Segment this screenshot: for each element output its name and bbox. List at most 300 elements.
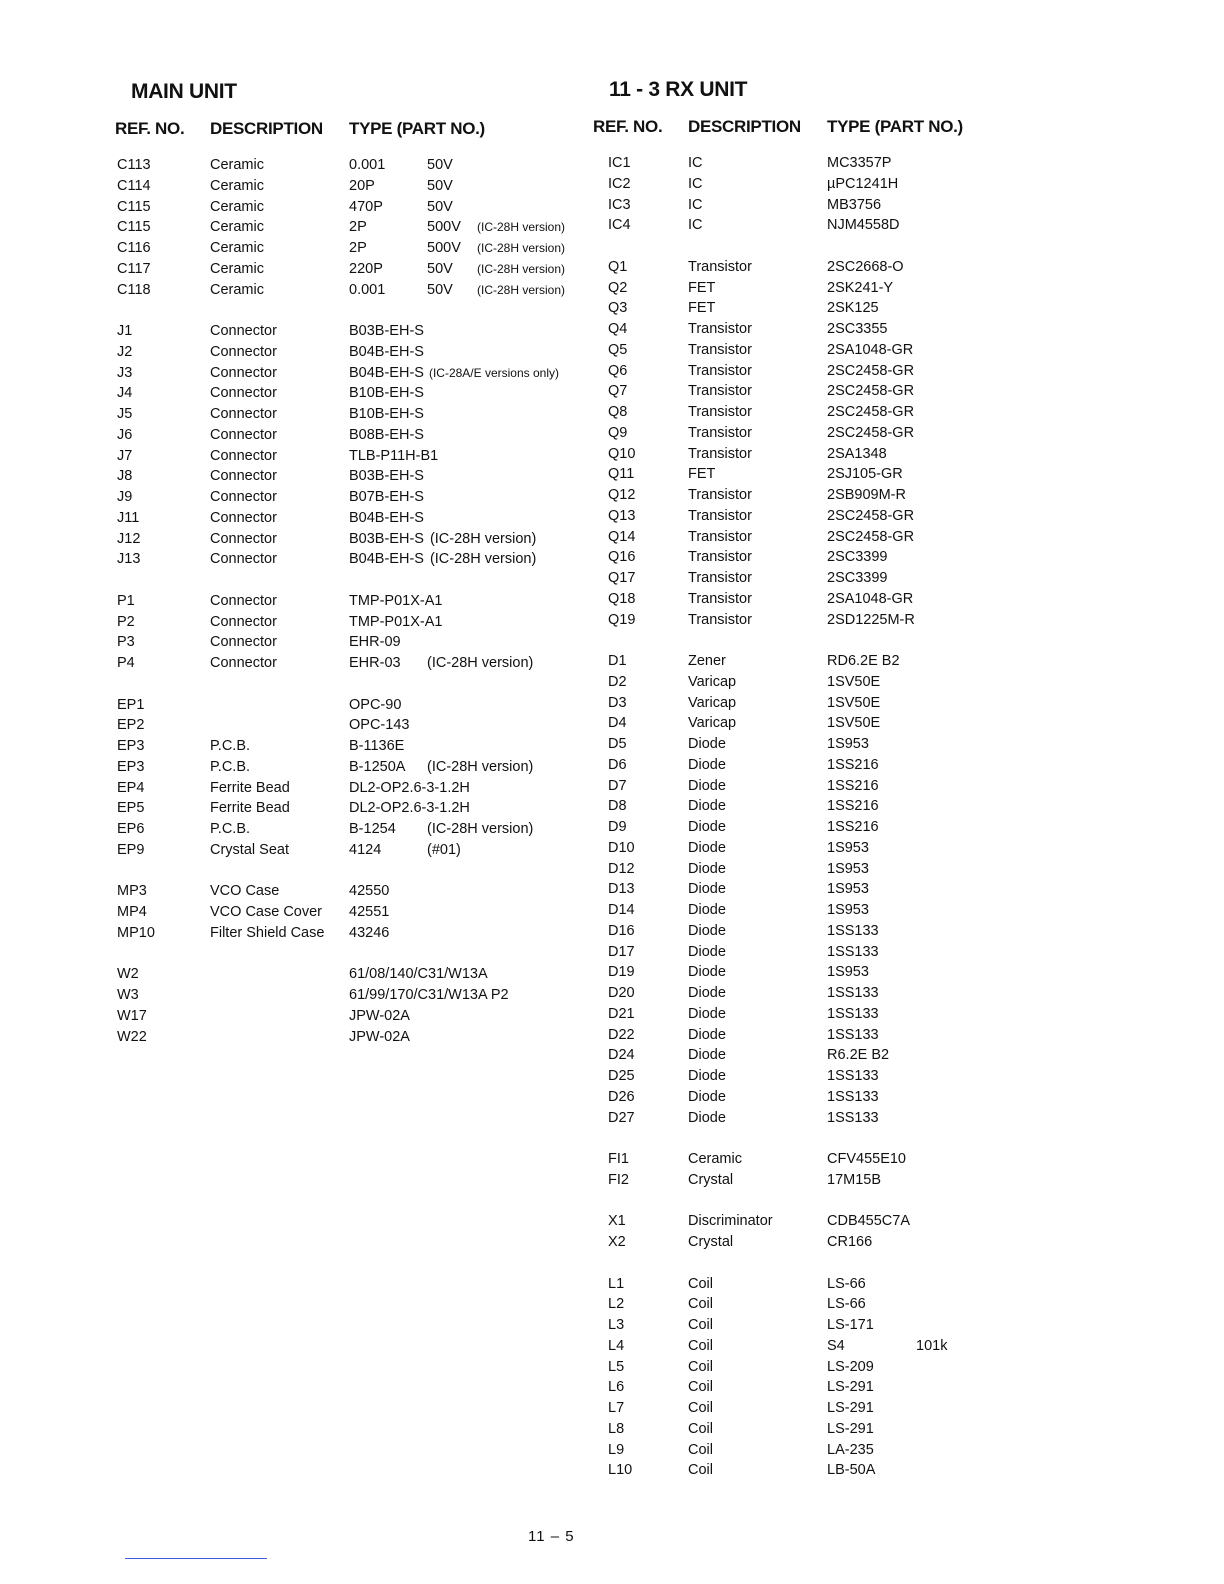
ref-no: Q14 — [608, 528, 636, 545]
ref-no: C118 — [117, 281, 151, 298]
parts-row — [593, 921, 1013, 942]
part-number: LS-291 — [827, 1420, 874, 1437]
description: Connector — [210, 634, 277, 651]
ref-no: D3 — [608, 694, 627, 711]
type-part-no — [349, 466, 585, 487]
parts-row — [593, 485, 1013, 506]
part-number: 2SA1348 — [827, 445, 887, 462]
type-part-no — [827, 796, 1013, 817]
ref-no: FI2 — [608, 1171, 629, 1188]
description: Crystal — [688, 1234, 734, 1250]
parts-row — [115, 259, 585, 280]
part-number: 1SS133 — [827, 985, 879, 1001]
description: Connector — [210, 551, 277, 568]
type-part-no — [827, 547, 1013, 568]
description: Transistor — [688, 321, 752, 337]
description: Ceramic — [210, 157, 264, 173]
description: Coil — [688, 1420, 713, 1437]
ref-no: J9 — [117, 489, 133, 505]
parts-row — [115, 632, 585, 653]
type-part-no — [827, 1170, 1013, 1191]
description — [210, 695, 349, 716]
parts-row — [115, 653, 585, 674]
ref-no: Q4 — [608, 321, 628, 337]
type-part-no — [349, 778, 585, 799]
ref-no: D19 — [608, 964, 635, 981]
part-number: 2SC2458-GR — [827, 528, 915, 545]
capacitance-value: 20P — [349, 177, 375, 194]
part-number: JPW-02A — [349, 1007, 410, 1024]
ref-no: Q7 — [608, 383, 628, 400]
parts-row — [593, 527, 1013, 548]
description: Connector — [210, 447, 277, 464]
part-number: 1SS216 — [827, 756, 879, 773]
parts-row — [593, 776, 1013, 797]
description: Ceramic — [210, 219, 264, 236]
type-part-no — [349, 383, 585, 404]
type-part-no — [827, 817, 1013, 838]
type-part-no — [349, 1006, 585, 1027]
version-note: (IC-28H version) — [429, 551, 537, 568]
parts-row — [593, 859, 1013, 880]
part-number: B-1250A — [349, 758, 406, 775]
type-part-no — [827, 423, 1013, 444]
type-part-no — [349, 985, 585, 1006]
part-number: LB-50A — [827, 1462, 876, 1479]
description: Transistor — [688, 445, 752, 462]
description: Connector — [210, 426, 277, 443]
description: Connector — [210, 530, 277, 547]
part-number: 1S953 — [827, 902, 869, 918]
description — [210, 964, 349, 985]
parts-row — [115, 1027, 585, 1048]
description: FET — [688, 279, 716, 296]
type-part-no — [827, 942, 1013, 963]
parts-row — [593, 1108, 1013, 1129]
parts-row — [115, 383, 585, 404]
description: Diode — [688, 943, 726, 960]
parts-row — [593, 1232, 1013, 1253]
part-number: CFV455E10 — [827, 1151, 906, 1167]
description: Connector — [210, 364, 277, 381]
description: Connector — [210, 385, 277, 402]
description: Transistor — [688, 487, 752, 503]
part-number: 2SC2458-GR — [827, 404, 915, 420]
ref-no: Q19 — [608, 611, 636, 628]
parts-row — [593, 1274, 1013, 1295]
type-part-no — [349, 238, 585, 259]
ref-no: J1 — [117, 323, 133, 339]
version-note: (IC-28H version) — [427, 655, 534, 671]
type-part-no — [349, 259, 585, 280]
ref-no: L10 — [608, 1462, 633, 1479]
part-number: B04B-EH-S — [349, 551, 424, 568]
parts-row — [115, 363, 585, 384]
voltage-rating: 50V — [427, 281, 453, 298]
ref-no: P4 — [117, 655, 135, 671]
row-spacer — [115, 674, 585, 695]
ref-no: EP4 — [117, 779, 145, 796]
voltage-rating: 500V — [427, 219, 461, 236]
part-number: LS-291 — [827, 1379, 874, 1396]
description: Diode — [688, 1005, 726, 1022]
type-part-no — [827, 1440, 1013, 1461]
type-part-no — [349, 176, 585, 197]
parts-row — [115, 321, 585, 342]
parts-row — [593, 817, 1013, 838]
part-number: JPW-02A — [349, 1028, 410, 1045]
ref-no: D14 — [608, 902, 635, 918]
type-part-no — [349, 1027, 585, 1048]
parts-row — [593, 879, 1013, 900]
description: Diode — [688, 881, 726, 898]
parts-row — [115, 695, 585, 716]
part-number: TMP-P01X-A1 — [349, 613, 443, 630]
type-part-no — [827, 444, 1013, 465]
description: Diode — [688, 798, 726, 815]
part-number: 2SK125 — [827, 300, 879, 317]
description: Transistor — [688, 611, 752, 628]
part-number: RD6.2E B2 — [827, 653, 900, 669]
type-part-no — [827, 1087, 1013, 1108]
type-part-no — [349, 798, 585, 819]
part-number: B03B-EH-S — [349, 468, 424, 485]
parts-row — [593, 1004, 1013, 1025]
parts-row — [593, 1419, 1013, 1440]
part-number: DL2-OP2.6-3-1.2H — [349, 800, 470, 817]
ref-no: C115 — [117, 219, 151, 236]
type-part-no — [827, 1004, 1013, 1025]
description: IC — [688, 217, 703, 234]
description: Coil — [688, 1379, 713, 1396]
description: Connector — [210, 489, 277, 505]
ref-no: EP6 — [117, 821, 145, 837]
type-part-no — [827, 713, 1013, 734]
ref-no: IC4 — [608, 217, 631, 234]
part-number: 1SS133 — [827, 943, 879, 960]
type-part-no — [827, 962, 1013, 983]
parts-row — [593, 610, 1013, 631]
type-part-no — [827, 838, 1013, 859]
ref-no: D7 — [608, 777, 627, 794]
parts-row — [115, 280, 585, 301]
ref-no: L5 — [608, 1358, 625, 1375]
type-part-no — [349, 840, 585, 861]
description: Discriminator — [688, 1213, 773, 1230]
part-number: 42550 — [349, 883, 390, 900]
row-spacer — [115, 861, 585, 882]
ref-no: L1 — [608, 1275, 625, 1292]
row-spacer — [593, 1253, 1013, 1274]
description: Connector — [210, 406, 277, 422]
description: Transistor — [688, 570, 752, 586]
part-number: 1SV50E — [827, 694, 881, 711]
part-number: 4124 — [349, 841, 382, 858]
page-number: 11 – 5 — [528, 1528, 575, 1545]
type-part-no — [827, 900, 1013, 921]
type-part-no — [349, 632, 585, 653]
parts-row — [593, 361, 1013, 382]
ref-no: MP4 — [117, 904, 147, 920]
type-part-no — [349, 217, 585, 238]
type-part-no — [349, 155, 585, 176]
part-number: LS-66 — [827, 1296, 866, 1313]
type-part-no — [827, 1232, 1013, 1253]
parts-row — [593, 589, 1013, 610]
description: Ceramic — [210, 240, 264, 256]
version-note: (IC-28A/E versions only) — [428, 365, 559, 380]
part-number: B04B-EH-S — [349, 343, 424, 360]
type-part-no — [827, 215, 1013, 236]
type-part-no — [827, 1211, 1013, 1232]
part-number: MC3357P — [827, 155, 892, 171]
description: Crystal Seat — [210, 841, 289, 858]
description: Connector — [210, 509, 277, 526]
parts-row — [593, 1087, 1013, 1108]
ref-no: Q18 — [608, 590, 636, 607]
parts-row — [593, 568, 1013, 589]
parts-row — [593, 672, 1013, 693]
description — [210, 715, 349, 736]
ref-no: Q10 — [608, 445, 636, 462]
description: P.C.B. — [210, 738, 251, 754]
part-number: B07B-EH-S — [349, 489, 424, 505]
type-part-no — [827, 1315, 1013, 1336]
part-number: MB3756 — [827, 196, 882, 213]
parts-row — [593, 942, 1013, 963]
part-number: 1S953 — [827, 881, 869, 898]
type-part-no — [827, 776, 1013, 797]
description: VCO Case Cover — [210, 904, 323, 920]
type-part-no — [827, 1066, 1013, 1087]
parts-row — [115, 985, 585, 1006]
parts-row — [115, 238, 585, 259]
ref-no: J5 — [117, 406, 133, 422]
parts-row — [593, 1315, 1013, 1336]
part-number: 2SA1048-GR — [827, 590, 914, 607]
description: Diode — [688, 964, 726, 981]
row-spacer — [593, 1128, 1013, 1149]
type-part-no — [349, 549, 585, 570]
parts-row — [593, 983, 1013, 1004]
type-part-no — [827, 693, 1013, 714]
type-part-no — [827, 1460, 1013, 1481]
type-part-no — [827, 734, 1013, 755]
parts-row — [593, 693, 1013, 714]
part-number: LS-171 — [827, 1317, 874, 1333]
type-part-no-header: TYPE (PART NO.) — [827, 117, 963, 136]
ref-no: W17 — [117, 1007, 147, 1024]
part-number: B10B-EH-S — [349, 385, 424, 402]
parts-row — [593, 1377, 1013, 1398]
type-part-no — [827, 589, 1013, 610]
ref-no: IC2 — [608, 175, 631, 192]
type-part-no — [349, 612, 585, 633]
part-number: B-1136E — [349, 738, 405, 754]
part-number: 1SS133 — [827, 1068, 879, 1084]
type-part-no — [349, 715, 585, 736]
part-number: 2SC3399 — [827, 570, 888, 586]
type-part-no — [827, 1274, 1013, 1295]
ref-no: MP10 — [117, 924, 155, 941]
description: Coil — [688, 1441, 713, 1458]
description: P.C.B. — [210, 758, 251, 775]
part-number: CDB455C7A — [827, 1213, 911, 1230]
version-note: (IC-28H version) — [427, 758, 534, 775]
ref-no: Q9 — [608, 424, 628, 441]
main-unit-title: MAIN UNIT — [131, 80, 237, 103]
parts-row — [115, 798, 585, 819]
part-number: 1SV50E — [827, 715, 881, 732]
part-number: 2SC3355 — [827, 321, 888, 337]
part-number: 2SC2458-GR — [827, 362, 915, 379]
description: Diode — [688, 839, 726, 856]
description: Coil — [688, 1400, 713, 1416]
ref-no: D22 — [608, 1026, 635, 1043]
description: Transistor — [688, 258, 752, 275]
ref-no: W22 — [117, 1028, 147, 1045]
parts-row — [115, 591, 585, 612]
ref-no: D5 — [608, 736, 627, 752]
description: FET — [688, 300, 716, 317]
type-part-no — [827, 278, 1013, 299]
part-number: TMP-P01X-A1 — [349, 592, 443, 609]
parts-row — [593, 1460, 1013, 1481]
description: Filter Shield Case — [210, 924, 325, 941]
part-number: CR166 — [827, 1234, 873, 1250]
type-part-no-header: TYPE (PART NO.) — [349, 119, 485, 138]
main-unit-parts-list — [115, 155, 585, 1047]
description: Transistor — [688, 549, 752, 566]
ref-no: P1 — [117, 592, 135, 609]
description: Coil — [688, 1462, 713, 1479]
type-part-no — [349, 363, 585, 384]
part-number: 1SS133 — [827, 1088, 879, 1105]
ref-no: D13 — [608, 881, 635, 898]
description: Transistor — [688, 424, 752, 441]
ref-no: Q17 — [608, 570, 636, 586]
capacitance-value: 0.001 — [349, 281, 386, 298]
parts-row — [593, 1357, 1013, 1378]
part-number: 2SC2458-GR — [827, 424, 915, 441]
part-number: 2SA1048-GR — [827, 341, 914, 358]
type-part-no — [827, 672, 1013, 693]
description: Connector — [210, 323, 277, 339]
ref-no: EP9 — [117, 841, 145, 858]
parts-row — [593, 215, 1013, 236]
part-number: 1S953 — [827, 860, 869, 877]
ref-no: D12 — [608, 860, 635, 877]
type-part-no — [827, 921, 1013, 942]
part-number: B04B-EH-S — [349, 509, 424, 526]
voltage-rating: 50V — [427, 260, 453, 277]
version-note: (IC-28H version) — [477, 282, 566, 297]
type-part-no — [827, 1045, 1013, 1066]
rx-unit-column-headers — [593, 117, 1013, 145]
parts-row — [593, 796, 1013, 817]
type-part-no — [827, 1377, 1013, 1398]
version-note: (#01) — [427, 841, 461, 858]
description: IC — [688, 196, 703, 213]
description: Diode — [688, 985, 726, 1001]
part-number: B08B-EH-S — [349, 426, 424, 443]
parts-row — [593, 1149, 1013, 1170]
description: Coil — [688, 1317, 713, 1333]
part-number: 2SK241-Y — [827, 279, 894, 296]
type-part-no — [349, 508, 585, 529]
part-number: EHR-09 — [349, 634, 401, 651]
type-part-no — [349, 446, 585, 467]
parts-row — [115, 819, 585, 840]
description: Crystal — [688, 1171, 734, 1188]
ref-no: L2 — [608, 1296, 625, 1313]
ref-no: P3 — [117, 634, 135, 651]
footer-rule — [125, 1558, 267, 1559]
ref-no: D25 — [608, 1068, 635, 1084]
row-spacer — [593, 236, 1013, 257]
type-part-no — [827, 1419, 1013, 1440]
type-part-no — [827, 506, 1013, 527]
description: Ferrite Bead — [210, 800, 290, 817]
type-part-no — [349, 819, 585, 840]
description: Diode — [688, 777, 726, 794]
parts-row — [593, 1045, 1013, 1066]
type-part-no — [827, 485, 1013, 506]
ref-no: D9 — [608, 819, 627, 835]
description: Diode — [688, 922, 726, 939]
parts-row — [593, 1336, 1013, 1357]
part-number: B03B-EH-S — [349, 323, 424, 339]
part-number: LS-66 — [827, 1275, 866, 1292]
ref-no: J7 — [117, 447, 133, 464]
description: Transistor — [688, 404, 752, 420]
description: VCO Case — [210, 883, 280, 900]
description: Diode — [688, 756, 726, 773]
type-part-no — [349, 757, 585, 778]
ref-no: D8 — [608, 798, 627, 815]
parts-row — [115, 197, 585, 218]
ref-no: MP3 — [117, 883, 147, 900]
ref-no: X2 — [608, 1234, 626, 1250]
part-number: B03B-EH-S — [349, 530, 424, 547]
type-part-no — [349, 321, 585, 342]
parts-row — [593, 195, 1013, 216]
rx-unit-parts-list — [593, 153, 1013, 1481]
ref-no: EP1 — [117, 696, 145, 713]
part-number: 1S953 — [827, 736, 869, 752]
parts-row — [115, 902, 585, 923]
ref-no: J4 — [117, 385, 133, 402]
description: Ceramic — [688, 1151, 742, 1167]
ref-no: C114 — [117, 177, 151, 194]
description: Coil — [688, 1358, 713, 1375]
ref-no: D2 — [608, 673, 627, 690]
version-note: (IC-28H version) — [477, 241, 566, 255]
type-part-no — [827, 319, 1013, 340]
description: Varicap — [688, 694, 737, 711]
description: Connector — [210, 343, 277, 360]
part-number: 1SS216 — [827, 777, 879, 794]
type-part-no — [827, 879, 1013, 900]
type-part-no — [827, 1398, 1013, 1419]
parts-row — [593, 257, 1013, 278]
capacitance-value: 2P — [349, 240, 367, 256]
description: Diode — [688, 1088, 726, 1105]
part-number: 2SC2668-O — [827, 258, 904, 275]
ref-no: C113 — [117, 157, 151, 173]
ref-no: J11 — [117, 509, 140, 526]
parts-row — [593, 1294, 1013, 1315]
